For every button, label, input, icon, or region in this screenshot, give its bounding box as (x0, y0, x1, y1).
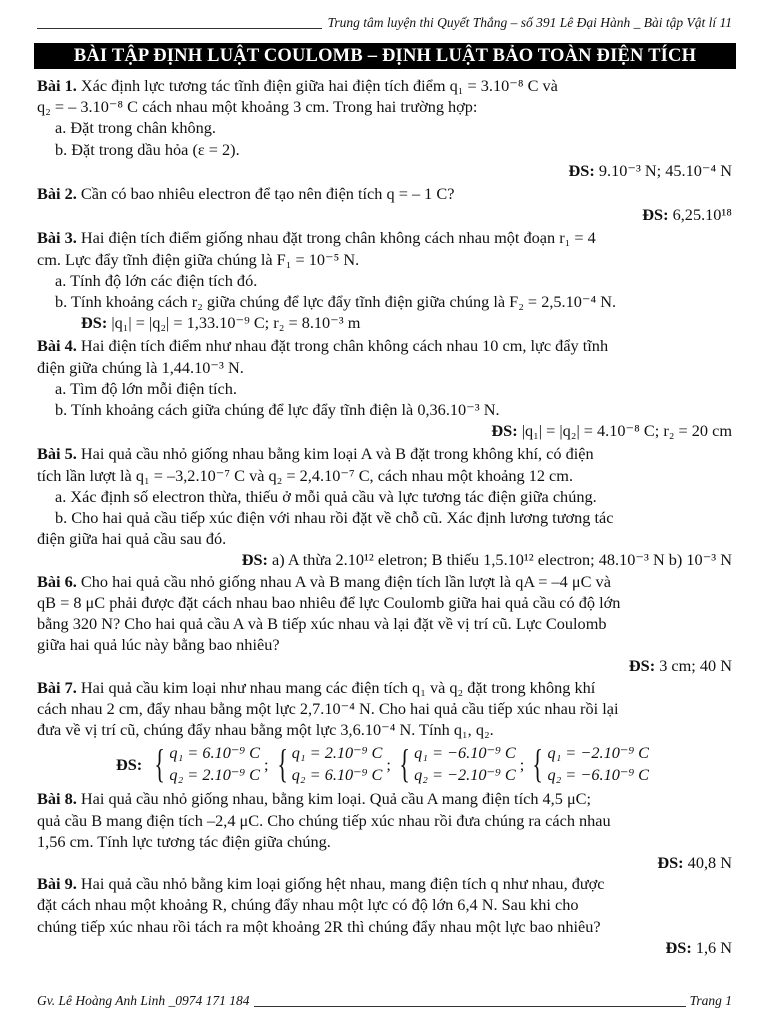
exercise-label: Bài 4. (37, 336, 77, 356)
page-number: Trang 1 (689, 993, 732, 1008)
answer (37, 420, 732, 441)
exercise-label: Bài 5. (37, 444, 77, 464)
answer-label: ĐS: (491, 421, 518, 441)
exercise-text: Hai điện tích điểm giống nhau đặt trong chân không cách nhau một đoạn r₁ = 4 (76, 228, 596, 248)
answer (37, 160, 732, 181)
sub-question-b: b. Đặt trong dầu hỏa (ε = 2). (55, 139, 240, 159)
equation-system-2 (273, 742, 383, 786)
exercise-2 (37, 183, 732, 225)
sub-question-b: b. Tính khoảng cách giữa chúng để lực đẩy tĩnh điện là 0,36.10⁻³ N. (55, 400, 500, 420)
exercise-text: Hai quả cầu nhỏ giống nhau bằng kim loại A và B đặt trong không khí, có điện (76, 444, 594, 464)
exercise-6 (37, 571, 732, 677)
sub-question-b: b. Cho hai quả cầu tiếp xúc điện với nhau rồi đặt về chỗ cũ. Xác định lương tương tác (55, 508, 614, 528)
equation-system-4 (528, 742, 649, 786)
separator: ; (519, 754, 525, 774)
answer-value: 6,25.10¹⁸ (668, 205, 732, 225)
exercise-3 (37, 227, 732, 333)
answer-value: |q₁| = |q₂| = 4.10⁻⁸ C; r₂ = 20 cm (517, 421, 732, 441)
exercise-8 (37, 788, 732, 873)
answer-label: ĐS: (81, 313, 108, 333)
exercise-label: Bài 8. (37, 789, 77, 809)
equation-line: q₁ = 6.10⁻⁹ C (169, 743, 261, 763)
answer-label: ĐS: (115, 754, 143, 774)
exercise-label: Bài 3. (37, 228, 77, 248)
answer-value: a) A thừa 2.10¹² eletron; B thiếu 1,5.10¹² electron; 48.10⁻³ N b) 10⁻³ N (267, 550, 732, 570)
exercise-list (37, 75, 732, 958)
exercise-text: Hai quả cầu nhỏ giống nhau, bằng kim loại. Quả cầu A mang điện tích 4,5 μC; (76, 789, 592, 809)
brace-symbol: { (532, 741, 544, 787)
answer-label: ĐS: (568, 160, 595, 180)
page-title: BÀI TẬP ĐỊNH LUẬT COULOMB – ĐỊNH LUẬT BẢO TOÀN ĐIỆN TÍCH (34, 43, 736, 69)
equation-system-1 (150, 742, 260, 786)
equation-line: q₂ = 2.10⁻⁹ C (169, 765, 261, 785)
exercise-text: cm. Lực đẩy tĩnh điện giữa chúng là F₁ = 10⁻⁵ N. (37, 249, 360, 269)
footer-rule (254, 1006, 686, 1007)
equation-line: q₁ = −6.10⁻⁹ C (414, 743, 516, 763)
separator: ; (264, 754, 269, 774)
exercise-label: Bài 9. (37, 874, 77, 894)
brace-symbol: { (399, 741, 410, 787)
equation-line: q₂ = −2.10⁻⁹ C (414, 765, 516, 785)
exercise-9 (37, 873, 732, 958)
brace-symbol: { (276, 741, 288, 787)
exercise-text: chúng tiếp xúc nhau rồi tách ra một khoảng 2R thì chúng đẩy nhau một lực bao nhiêu? (37, 916, 601, 936)
exercise-text: Cần có bao nhiêu electron để tạo nên điện tích q = – 1 C? (76, 184, 455, 204)
exercise-text: Cho hai quả cầu nhỏ giống nhau A và B mang điện tích lần lượt là qA = –4 μC và (76, 571, 611, 591)
answer-value: 1,6 N (691, 937, 732, 957)
page-header (37, 12, 732, 33)
sub-question-b: b. Tính khoảng cách r₂ giữa chúng để lực đẩy tĩnh điện giữa chúng là F₂ = 2,5.10⁻⁴ N. (55, 292, 617, 312)
sub-question-a: a. Đặt trong chân không. (55, 118, 216, 138)
exercise-text: đặt cách nhau một khoảng R, chúng đẩy nhau một lực có độ lớn 6,4 N. Sau khi cho (37, 895, 579, 915)
equation-line: q₂ = 6.10⁻⁹ C (291, 765, 383, 785)
answer-value: 3 cm; 40 N (655, 656, 732, 676)
equation-system-3 (395, 742, 516, 786)
answer-value: 9.10⁻³ N; 45.10⁻⁴ N (594, 160, 732, 180)
exercise-text: Hai điện tích điểm như nhau đặt trong chân không cách nhau 10 cm, lực đẩy tĩnh (76, 336, 609, 356)
answer-value: |q₁| = |q₂| = 1,33.10⁻⁹ C; r₂ = 8.10⁻³ m (107, 313, 361, 333)
answer (37, 549, 732, 570)
exercise-text: đưa về vị trí cũ, chúng đẩy nhau bằng một lực 3,6.10⁻⁴ N. Tính q₁, q₂. (37, 720, 494, 740)
exercise-7 (37, 677, 732, 789)
answer-label: ĐS: (657, 852, 684, 872)
exercise-text: cách nhau 2 cm, đẩy nhau bằng một lực 2,7.10⁻⁴ N. Cho hai quả cầu tiếp xúc nhau rồi lại (37, 698, 619, 718)
answer (37, 312, 732, 333)
answer (37, 204, 732, 225)
exercise-label: Bài 1. (37, 76, 77, 95)
exercise-5 (37, 443, 732, 570)
sub-question-a: a. Xác định số electron thừa, thiếu ở mỗi quả cầu và lực tương tác điện giữa chúng. (55, 486, 597, 506)
answer (37, 655, 732, 676)
sub-question-a: a. Tính độ lớn các điện tích đó. (55, 270, 258, 290)
exercise-text: bằng 320 N? Cho hai quả cầu A và B tiếp xúc nhau và lại đặt về vị trí cũ. Lực Coulomb (37, 614, 607, 634)
equation-line: q₁ = −2.10⁻⁹ C (547, 743, 650, 763)
answer (37, 937, 732, 958)
exercise-text: tích lần lượt là q₁ = –3,2.10⁻⁷ C và q₂ = 2,4.10⁻⁷ C, cách nhau một khoảng 12 cm. (37, 465, 574, 485)
exercise-text: giữa hai quả lúc này bằng bao nhiêu? (37, 635, 280, 655)
exercise-text: Hai quả cầu nhỏ bằng kim loại giống hệt nhau, mang điện tích q như nhau, được (76, 874, 605, 894)
exercise-text: Xác định lực tương tác tĩnh điện giữa hai điện tích điểm q₁ = 3.10⁻⁸ C và (76, 76, 558, 95)
exercise-1 (37, 75, 732, 181)
exercise-label: Bài 2. (37, 184, 77, 204)
answer-label: ĐS: (665, 937, 692, 957)
separator: ; (386, 754, 391, 774)
answer-label: ĐS: (642, 205, 669, 225)
exercise-text: điện giữa chúng là 1,44.10⁻³ N. (37, 357, 244, 377)
answer-label: ĐS: (628, 656, 656, 676)
equation-line: q₂ = −6.10⁻⁹ C (547, 765, 650, 785)
exercise-text: điện giữa hai quả cầu sau đó. (37, 529, 227, 549)
answer-value: 40,8 N (683, 852, 732, 872)
brace-symbol: { (154, 741, 166, 787)
answer (37, 852, 732, 873)
exercise-4 (37, 335, 732, 441)
exercise-text: qB = 8 μC phải được đặt cách nhau bao nhiêu để lực Coulomb giữa hai quả cầu có độ lớn (37, 592, 621, 612)
exercise-text: q₂ = – 3.10⁻⁸ C cách nhau một khoảng 3 cm. Trong hai trường hợp: (37, 97, 478, 117)
header-rule (37, 28, 322, 29)
footer-author: Gv. Lê Hoàng Anh Linh _0974 171 184 (37, 993, 250, 1008)
header-text: Trung tâm luyện thi Quyết Thắng – số 391 Lê Đại Hành _ Bài tập Vật lí 11 (327, 15, 732, 30)
sub-question-a: a. Tìm độ lớn mỗi điện tích. (55, 378, 237, 398)
exercise-text: 1,56 cm. Tính lực tương tác điện giữa chúng. (37, 831, 331, 851)
page-footer (37, 990, 732, 1011)
answer (37, 740, 732, 788)
exercise-label: Bài 7. (37, 677, 77, 697)
exercise-text: quả cầu B mang điện tích –2,4 μC. Cho chúng tiếp xúc nhau rồi đưa chúng ra cách nhau (37, 810, 611, 830)
answer-label: ĐS: (241, 550, 268, 570)
exercise-label: Bài 6. (37, 571, 77, 591)
exercise-text: Hai quả cầu kim loại như nhau mang các điện tích q₁ và q₂ đặt trong không khí (76, 677, 596, 697)
equation-line: q₁ = 2.10⁻⁹ C (291, 743, 383, 763)
